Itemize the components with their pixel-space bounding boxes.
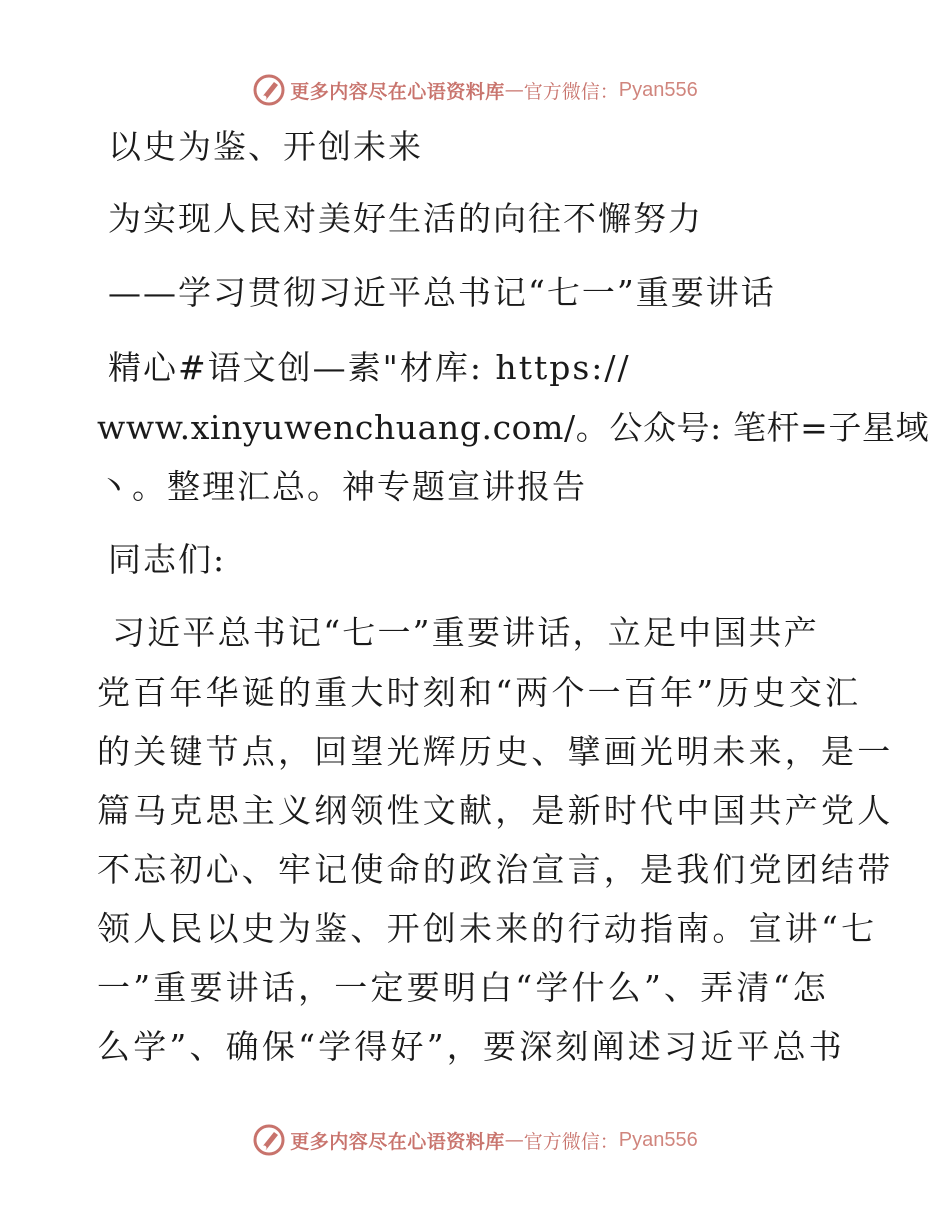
body-line: 一”重要讲话，一定要明白“学什么”、弄清“怎	[97, 968, 829, 1007]
source-line: 精心#语文创—素"材库: https://	[108, 348, 631, 387]
body-line: 领人民以史为鉴、开创未来的行动指南。宣讲“七	[97, 909, 878, 948]
pen-nib-circle-icon	[252, 1123, 286, 1157]
salutation: 同志们:	[108, 540, 227, 579]
watermark-banner-bottom	[0, 1120, 950, 1160]
watermark-wechat-label: 官方微信：	[523, 80, 619, 103]
body-line: 党百年华诞的重大时刻和“两个一百年”历史交汇	[97, 673, 862, 712]
body-line: 不忘初心、牢记使命的政治宣言，是我们党团结带	[97, 850, 894, 889]
watermark-dash: —	[504, 1129, 524, 1151]
watermark-wechat-id: Pyan556	[618, 1128, 698, 1151]
body-line: 的关键节点，回望光辉历史、擘画光明未来，是一	[97, 732, 894, 771]
body-line: 习近平总书记“七一”重要讲话，立足中国共产	[112, 613, 819, 652]
body-line: 篇马克思主义纲领性文献，是新时代中国共产党人	[97, 791, 894, 830]
body-line: 么学”、确保“学得好”，要深刻阐述习近平总书	[97, 1027, 846, 1066]
watermark-dash: —	[504, 79, 524, 101]
pen-nib-circle-icon	[252, 73, 286, 107]
document-subtitle-2: ——学习贯彻习近平总书记“七一”重要讲话	[108, 273, 776, 312]
source-line: www.xinyuwenchuang.com/。公众号: 笔杆=子星域	[97, 408, 930, 447]
source-line: 丶。整理汇总。神专题宣讲报告	[97, 467, 587, 506]
document-title: 以史为鉴、开创未来	[108, 127, 423, 166]
document-subtitle: 为实现人民对美好生活的向往不懈努力	[108, 199, 703, 238]
watermark-text: 更多内容尽在心语资料库	[290, 1130, 505, 1153]
watermark-wechat-label: 官方微信：	[523, 1130, 619, 1153]
watermark-wechat-id: Pyan556	[618, 78, 698, 101]
watermark-text: 更多内容尽在心语资料库	[290, 80, 505, 103]
watermark-banner-top	[0, 70, 950, 110]
